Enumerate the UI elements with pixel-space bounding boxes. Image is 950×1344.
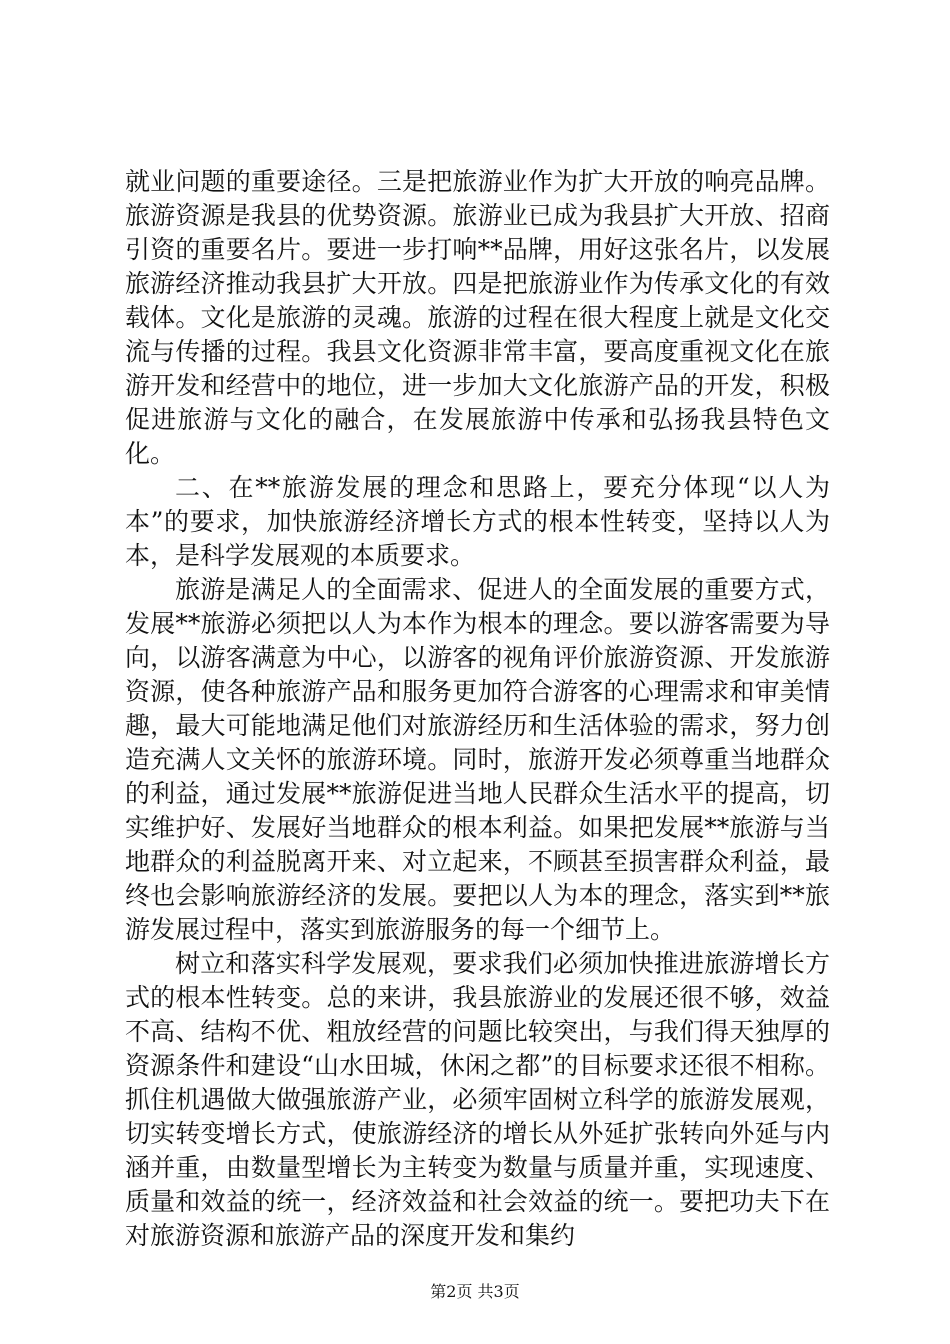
paragraph-4: 树立和落实科学发展观，要求我们必须加快推进旅游增长方式的根本性转变。总的来讲，我县旅游业的发展还很不够，效益不高、结构不优、粗放经营的问题比较突出，与我们得天独厚的资源条件和建设“山水田城，休闲之都”的目标要求还很不相称。抓住机遇做大做强旅游产业，必须牢固树立科学的旅游发展观，切实转变增长方式，使旅游经济的增长从外延扩张转向外延与内涵并重，由数量型增长为主转变为数量与质量并重，实现速度、质量和效益的统一，经济效益和社会效益的统一。要把功夫下在对旅游资源和旅游产品的深度开发和集约 [125,949,830,1250]
document-body [125,165,830,1253]
paragraph-2: 二、在**旅游发展的理念和思路上，要充分体现“以人为本”的要求，加快旅游经济增长方式的根本性转变，坚持以人为本，是科学发展观的本质要求。 [125,473,830,570]
paragraph-1: 就业问题的重要途径。三是把旅游业作为扩大开放的响亮品牌。旅游资源是我县的优势资源。旅游业已成为我县扩大开放、招商引资的重要名片。要进一步打响**品牌，用好这张名片，以发展旅游经济推动我县扩大开放。四是把旅游业作为传承文化的有效载体。文化是旅游的灵魂。旅游的过程在很大程度上就是文化交流与传播的过程。我县文化资源非常丰富，要高度重视文化在旅游开发和经营中的地位，进一步加大文化旅游产品的开发，积极促进旅游与文化的融合，在发展旅游中传承和弘扬我县特色文化。 [125,167,830,468]
paragraph-3: 旅游是满足人的全面需求、促进人的全面发展的重要方式，发展**旅游必须把以人为本作为根本的理念。要以游客需要为导向，以游客满意为中心，以游客的视角评价旅游资源、开发旅游资源，使各种旅游产品和服务更加符合游客的心理需求和审美情趣，最大可能地满足他们对旅游经历和生活体验的需求，努力创造充满人文关怀的旅游环境。同时，旅游开发必须尊重当地群众的利益，通过发展**旅游促进当地人民群众生活水平的提高，切实维护好、发展好当地群众的根本利益。如果把发展**旅游与当地群众的利益脱离开来、对立起来，不顾甚至损害群众利益，最终也会影响旅游经济的发展。要把以人为本的理念，落实到**旅游发展过程中，落实到旅游服务的每一个细节上。 [125,575,830,944]
page-footer: 第2页 共3页 [430,1282,520,1301]
